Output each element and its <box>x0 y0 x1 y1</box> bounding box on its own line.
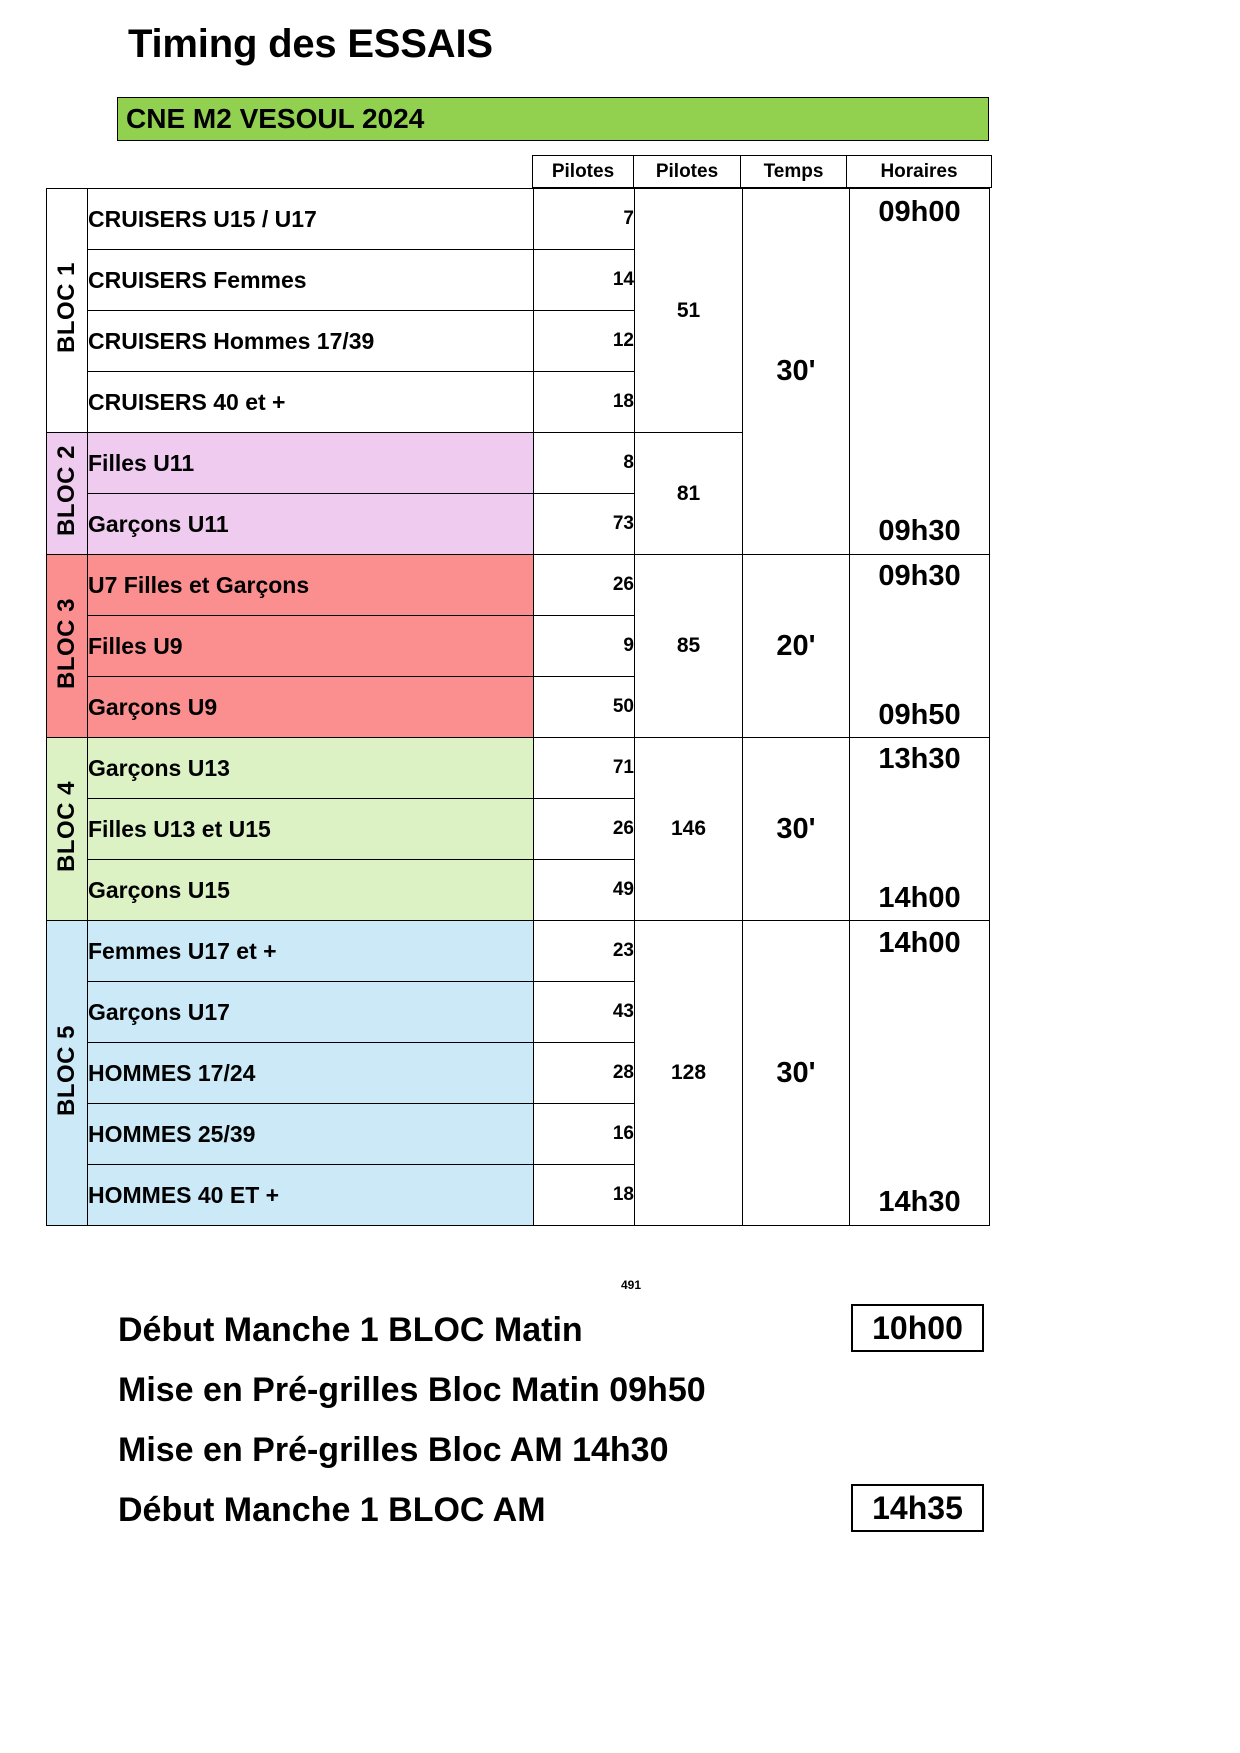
column-header-pilotes-2: Pilotes <box>633 155 741 188</box>
bloc-label-cell <box>47 189 88 433</box>
schedule-cell <box>850 738 990 921</box>
schedule-end: 09h30 <box>878 514 961 547</box>
duration-cell: 30' <box>743 738 850 921</box>
footer-line-text: Début Manche 1 BLOC AM <box>118 1490 546 1529</box>
bloc-label-cell <box>47 738 88 921</box>
pilot-count-cell: 12 <box>534 311 635 372</box>
page-title: Timing des ESSAIS <box>128 22 493 66</box>
bloc-label: BLOC 5 <box>53 1024 80 1116</box>
pilot-count-cell: 8 <box>534 433 635 494</box>
column-headers <box>533 155 992 188</box>
bloc-label-cell <box>47 555 88 738</box>
footer-line <box>118 1480 1008 1540</box>
category-cell: Garçons U15 <box>88 860 534 921</box>
category-cell: CRUISERS Hommes 17/39 <box>88 311 534 372</box>
bloc-label: BLOC 1 <box>53 262 80 354</box>
footer-line-text: Mise en Pré-grilles Bloc Matin 09h50 <box>118 1370 706 1409</box>
table-row <box>47 189 990 250</box>
category-cell: Filles U9 <box>88 616 534 677</box>
pilot-count-cell: 18 <box>534 1165 635 1226</box>
table-row <box>47 738 990 799</box>
bloc-label: BLOC 4 <box>53 780 80 872</box>
bloc-label-cell <box>47 433 88 555</box>
category-cell: U7 Filles et Garçons <box>88 555 534 616</box>
pilot-count-cell: 23 <box>534 921 635 982</box>
footer-line <box>118 1300 1008 1360</box>
schedule-start: 09h00 <box>878 195 961 228</box>
category-cell: CRUISERS Femmes <box>88 250 534 311</box>
schedule-start: 14h00 <box>878 927 961 959</box>
bloc-label-cell <box>47 921 88 1226</box>
category-cell: Garçons U17 <box>88 982 534 1043</box>
timing-table <box>46 188 990 1226</box>
category-cell: Garçons U11 <box>88 494 534 555</box>
category-cell: Femmes U17 et + <box>88 921 534 982</box>
footer-line-box: 10h00 <box>851 1304 984 1352</box>
footer-notes <box>118 1300 1008 1540</box>
category-cell: HOMMES 25/39 <box>88 1104 534 1165</box>
column-header-temps: Temps <box>740 155 847 188</box>
pilot-count-cell: 43 <box>534 982 635 1043</box>
pilot-count-cell: 28 <box>534 1043 635 1104</box>
pilot-count-cell: 9 <box>534 616 635 677</box>
category-cell: HOMMES 40 ET + <box>88 1165 534 1226</box>
pilot-count-cell: 73 <box>534 494 635 555</box>
category-cell: Filles U11 <box>88 433 534 494</box>
pilot-count-cell: 16 <box>534 1104 635 1165</box>
pilot-count-cell: 14 <box>534 250 635 311</box>
column-header-pilotes-1: Pilotes <box>532 155 634 188</box>
bloc-total-cell: 146 <box>635 738 743 921</box>
duration-cell: 20' <box>743 555 850 738</box>
footer-line <box>118 1360 1008 1420</box>
column-header-horaires: Horaires <box>846 155 992 188</box>
event-banner-label: CNE M2 VESOUL 2024 <box>126 103 425 134</box>
pilot-count-cell: 18 <box>534 372 635 433</box>
category-cell: Garçons U9 <box>88 677 534 738</box>
schedule-end: 09h50 <box>878 699 961 731</box>
pilot-count-cell: 71 <box>534 738 635 799</box>
bloc-total-cell: 85 <box>635 555 743 738</box>
pilot-count-cell: 50 <box>534 677 635 738</box>
footer-line-box: 14h35 <box>851 1484 984 1532</box>
footer-line-text: Début Manche 1 BLOC Matin <box>118 1310 583 1349</box>
table-row <box>47 555 990 616</box>
category-cell: CRUISERS 40 et + <box>88 372 534 433</box>
duration-cell: 30' <box>743 189 850 555</box>
bloc-total-cell: 128 <box>635 921 743 1226</box>
category-cell: HOMMES 17/24 <box>88 1043 534 1104</box>
event-banner <box>117 97 989 141</box>
schedule-start: 13h30 <box>878 743 961 775</box>
footer-line <box>118 1420 1008 1480</box>
table-row <box>47 921 990 982</box>
bloc-total-cell: 81 <box>635 433 743 555</box>
schedule-cell <box>850 921 990 1226</box>
pilot-count-cell: 7 <box>534 189 635 250</box>
pilot-count-cell: 49 <box>534 860 635 921</box>
bloc-label: BLOC 2 <box>53 445 80 537</box>
schedule-cell <box>850 189 990 555</box>
schedule-end: 14h30 <box>878 1186 961 1218</box>
schedule-cell <box>850 555 990 738</box>
footer-line-text: Mise en Pré-grilles Bloc AM 14h30 <box>118 1430 669 1469</box>
bloc-total-cell: 51 <box>635 189 743 433</box>
category-cell: Garçons U13 <box>88 738 534 799</box>
pilot-count-cell: 26 <box>534 555 635 616</box>
category-cell: CRUISERS U15 / U17 <box>88 189 534 250</box>
bloc-label: BLOC 3 <box>53 597 80 689</box>
grand-total: 491 <box>620 1278 642 1292</box>
duration-cell: 30' <box>743 921 850 1226</box>
pilot-count-cell: 26 <box>534 799 635 860</box>
category-cell: Filles U13 et U15 <box>88 799 534 860</box>
schedule-end: 14h00 <box>878 882 961 914</box>
schedule-start: 09h30 <box>878 560 961 592</box>
